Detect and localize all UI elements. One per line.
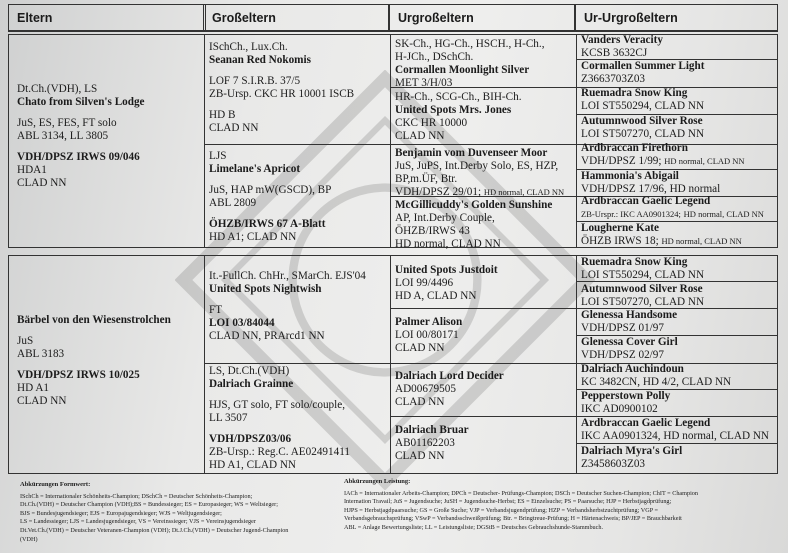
gggp-reg: IKC AD0900102	[581, 403, 658, 415]
gp-hd: HD B	[209, 109, 236, 121]
gggp-name: Autumnwood Silver Rose	[581, 115, 703, 127]
ggp-clad: CLAD NN	[395, 450, 445, 462]
sire-abl: ABL 3134, LL 3805	[17, 130, 109, 142]
dam-ggp3	[395, 370, 504, 409]
gp-abl: ABL 2809	[209, 197, 257, 209]
gp-tests: FT	[209, 304, 223, 316]
dam-gggp1	[581, 256, 704, 282]
gp-tests: HJS, GT solo, FT solo/couple,	[209, 399, 346, 411]
ggp-clad: CLAD NN	[395, 342, 445, 354]
ggp-clad: CLAD NN	[395, 130, 445, 142]
gggp-name: Glenessa Cover Girl	[581, 336, 678, 348]
gggp-name: Pepperstown Polly	[581, 390, 671, 402]
dam-ggp2	[395, 316, 462, 355]
footer-left-line: ISchCh = Internationaler Schönheits-Champion; DSchCh = Deutscher Schönheits-Champion;	[20, 492, 253, 500]
gp-name: Dalriach Grainne	[209, 378, 294, 390]
sire-hd: HDA1	[17, 164, 47, 176]
gggp-hd: HD normal, CLAD NN	[683, 209, 764, 219]
footer-right-line: HJPS = Herbstjagdpaarsuche; GS = Große Suche; VJP = Verbandsjugendprüfung; HZP = Verbandsherbstzuchtprüfung; VGP =	[344, 506, 658, 514]
gp-zb: ZB-Ursp.: Reg.C. AE02491411	[209, 446, 350, 458]
dam-gggp4	[581, 336, 678, 362]
gp-reg: LOI 03/84044	[209, 317, 275, 329]
footer-left	[20, 481, 320, 544]
dam-gggp5	[581, 363, 731, 389]
gggp-hd: HD normal, CLAD NN	[661, 236, 742, 246]
gp-clad: CLAD NN	[209, 122, 259, 134]
header-grosseltern: Großeltern	[203, 4, 389, 32]
gggp-reg: VDH/DPSZ 1/99;	[581, 155, 662, 167]
gggp-name: Glenessa Handsome	[581, 309, 678, 321]
dam-cell	[17, 314, 171, 408]
sire-name: Chato from Silven's Lodge	[17, 96, 145, 108]
ggp-name: United Spots Justdoit	[395, 264, 498, 276]
ggp-title: SK-Ch., HG-Ch., HSCH., H-Ch.,	[395, 38, 545, 50]
gggp-name: Dalriach Myra's Girl	[581, 445, 683, 457]
dam-clad: CLAD NN	[17, 395, 67, 407]
dam-ggp1	[395, 264, 498, 303]
gp-reg: ÖHZB/IRWS 67 A-Blatt	[209, 218, 326, 230]
ggp-name: Palmer Alison	[395, 316, 463, 328]
dam-gggp3	[581, 309, 677, 335]
gp-title: LJS	[209, 150, 227, 162]
header-eltern: Eltern	[8, 4, 206, 32]
footer-right-line: IACh = Internationaler Arbeits-Champion; DPCh = Deutscher- Prüfungs-Champion; DSCh = Deutscher Suchen-Champion; ChIT = Champion	[344, 489, 698, 497]
dam-reg: VDH/DPSZ IRWS 10/025	[17, 369, 140, 381]
footer-right-title: Abkürzungen Leistung:	[344, 478, 411, 485]
dam-ggp4	[395, 424, 469, 463]
sire-cell	[17, 83, 145, 190]
gggp-reg: KCSB 3632CJ	[581, 47, 648, 59]
gggp-name: Ardbraccan Gaelic Legend	[581, 195, 711, 207]
sire-ggp4	[395, 199, 552, 251]
gggp-reg: KC 3482CN, HD 4/2, CLAD NN	[581, 376, 732, 388]
sire-ggp3	[395, 147, 564, 199]
gggp-name: Ardbraccan Firethorn	[581, 142, 688, 154]
footer-right-line: Verbandsgebrauchsprüfung; VSwP = Verbandsschweißprüfung; Btr. = Bringtreue-Prüfung; H = Härtenachweis; BP/JEP = Brauchbarkeit	[344, 515, 682, 523]
ggp-hd: HD normal, CLAD NN	[395, 238, 501, 250]
header-urgrosseltern: Urgroßeltern	[389, 4, 575, 32]
sire-tests: JuS, ES, FES, FT solo	[17, 117, 117, 129]
gp-reg: LOF 7 S.I.R.B. 37/5	[209, 75, 301, 87]
ggp-title: HR-Ch., SCG-Ch., BIH-Ch.	[395, 91, 522, 103]
gp-name: Seanan Red Nokomis	[209, 54, 311, 66]
ggp-name: McGillicuddy's Golden Sunshine	[395, 199, 553, 211]
ggp-reg: ÖHZB/IRWS 43	[395, 225, 470, 237]
ggp-reg: CKC HR 10000	[395, 117, 468, 129]
gggp-reg: ZB-Urspr.: IKC AA0901324;	[581, 209, 681, 219]
dam-gggp8	[581, 445, 682, 471]
gp-name: Limelane's Apricot	[209, 163, 301, 175]
gggp-name: Cormallen Summer Light	[581, 60, 705, 72]
ggp-name: United Spots Mrs. Jones	[395, 104, 512, 116]
sire-ggp1	[395, 38, 545, 90]
ggp-reg: MET 3/H/03	[395, 77, 453, 89]
sire-gggp3	[581, 87, 704, 113]
gp-zb: ZB-Ursp. CKC HR 10001 ISCB	[209, 88, 355, 100]
gp-hd: HD A1, CLAD NN	[209, 459, 297, 471]
sire-gggp8	[581, 222, 742, 248]
gggp-name: Lougherne Kate	[581, 222, 659, 234]
dam-name: Bärbel von den Wiesenstrolchen	[17, 314, 171, 326]
gggp-name: Hammonia's Abigail	[581, 170, 679, 182]
sire-gggp4	[581, 115, 704, 141]
gp-tests: JuS, HAP mW(GSCD), BP	[209, 184, 332, 196]
gggp-name: Dalriach Auchindoun	[581, 363, 684, 375]
sire-reg: VDH/DPSZ IRWS 09/046	[17, 151, 140, 163]
header-ur-urgrosseltern: Ur-Urgroßeltern	[575, 4, 778, 32]
footer-left-line: Dt.Vet.Ch.(VDH) = Deutscher Veteranen-Champion (VDH); Dt.J.Ch.(VDH) = Deutscher Jugend-Champion	[20, 526, 289, 534]
ggp-name: Dalriach Bruar	[395, 424, 469, 436]
footer-left-line: LS = Landessieger; LJS = Landesjugendsieger, VS = Vereinssieger; VJS = Vereinsjugendsieger	[20, 518, 256, 526]
ggp-reg: LOI 99/4496	[395, 277, 454, 289]
sire-block	[8, 34, 778, 248]
sire-gp2	[209, 150, 331, 244]
gggp-name: Ardbraccan Gaelic Legend	[581, 417, 711, 429]
ggp-hd: HD normal, CLAD NN	[483, 187, 565, 197]
sire-title: Dt.Ch.(VDH), LS	[17, 83, 98, 95]
gp-title: It.-FullCh. ChHr., SMarCh. EJS'04	[209, 270, 366, 282]
sire-ggp2	[395, 91, 522, 143]
sire-clad: CLAD NN	[17, 177, 67, 189]
gp-name: United Spots Nightwish	[209, 283, 322, 295]
footer-left-line: (VDH)	[20, 535, 38, 543]
sire-gggp7	[581, 195, 764, 221]
ggp-name: Benjamin vom Duvenseer Moor	[395, 147, 548, 159]
gggp-reg: LOI ST550294, CLAD NN	[581, 269, 705, 281]
gp-clad: CLAD NN, PRArcd1 NN	[209, 330, 325, 342]
gggp-reg: IKC AA0901324, HD normal, CLAD NN	[581, 430, 770, 442]
gggp-reg: VDH/DPSZ 02/97	[581, 349, 664, 361]
dam-hd: HD A1	[17, 382, 50, 394]
sire-gp1	[209, 41, 354, 135]
dam-block	[8, 255, 778, 474]
gggp-name: Ruemadra Snow King	[581, 87, 688, 99]
dam-tests: JuS	[17, 335, 34, 347]
dam-gp1	[209, 270, 366, 343]
gggp-name: Ruemadra Snow King	[581, 256, 688, 268]
ggp-reg: LOI 00/80171	[395, 329, 459, 341]
gp-title: LS, Dt.Ch.(VDH)	[209, 365, 290, 377]
gggp-reg: VDH/DPSZ 17/96, HD normal	[581, 183, 721, 195]
gp-title: ISchCh., Lux.Ch.	[209, 41, 288, 53]
footer-left-title: Abkürzungen Formwert:	[20, 481, 91, 488]
gp-hd: HD A1; CLAD NN	[209, 231, 297, 243]
ggp-title2: H-JCh., DSchCh.	[395, 51, 474, 63]
gggp-reg: ÖHZB IRWS 18;	[581, 235, 659, 247]
dam-gggp2	[581, 283, 704, 309]
footer-left-line: BJS = Bundesjugendsieger; EJS = Europajugendsieger; WJS = Weltjugendsieger;	[20, 509, 222, 517]
sire-gggp1	[581, 34, 663, 60]
gggp-hd: HD normal, CLAD NN	[664, 156, 745, 166]
ggp-hd: HD A, CLAD NN	[395, 290, 477, 302]
dam-abl: ABL 3183	[17, 348, 65, 360]
dam-gp2	[209, 365, 350, 472]
ggp-tests2: BP,m.ÜF, Btr.	[395, 173, 458, 185]
footer-right	[344, 478, 779, 533]
ggp-name: Cormallen Moonlight Silver	[395, 64, 530, 76]
dam-gggp6	[581, 390, 670, 416]
ggp-clad: CLAD NN	[395, 396, 445, 408]
ggp-tests: AP, Int.Derby Couple,	[395, 212, 495, 224]
gggp-name: Autumnwood Silver Rose	[581, 283, 703, 295]
ggp-reg: AB01162203	[395, 437, 455, 449]
gggp-reg: LOI ST550294, CLAD NN	[581, 100, 705, 112]
gggp-name: Vanders Veracity	[581, 34, 663, 46]
gp-ll: LL 3507	[209, 412, 248, 424]
gggp-reg: LOI ST507270, CLAD NN	[581, 296, 705, 308]
ggp-reg: AD00679505	[395, 383, 456, 395]
footer-right-line: ABL = Anlage Bewertungsliste; LL = Leistungsliste; DGStB = Deutsches Gebrauchshunde-Stammbuch.	[344, 523, 604, 531]
ggp-tests: JuS, JuPS, Int.Derby Solo, ES, HZP,	[395, 160, 559, 172]
sire-gggp6	[581, 170, 720, 196]
dam-gggp7	[581, 417, 769, 443]
gp-reg: VDH/DPSZ03/06	[209, 433, 292, 445]
footer-right-line: Internation Travail; JuS = Jugendsuche; JuSH = Jugendsuche-Herbst; ES = Einzelsuche; PS = Paarsuche; HJP = Herbstjagdprüfung;	[344, 498, 672, 506]
sire-gggp2	[581, 60, 704, 86]
gggp-reg: Z3663703Z03	[581, 73, 646, 85]
gggp-reg: VDH/DPSZ 01/97	[581, 322, 664, 334]
gggp-reg: LOI ST507270, CLAD NN	[581, 128, 705, 140]
sire-gggp5	[581, 142, 745, 168]
footer-left-line: Dt.Ch.(VDH) = Deutscher Champion (VDH);BS = Bundessieger; ES = Europasieger; WS = Weltsieger;	[20, 501, 278, 509]
gggp-reg: Z3458603Z03	[581, 458, 646, 470]
ggp-reg: VDH/DPSZ 29/01;	[395, 186, 482, 198]
ggp-name: Dalriach Lord Decider	[395, 370, 504, 382]
